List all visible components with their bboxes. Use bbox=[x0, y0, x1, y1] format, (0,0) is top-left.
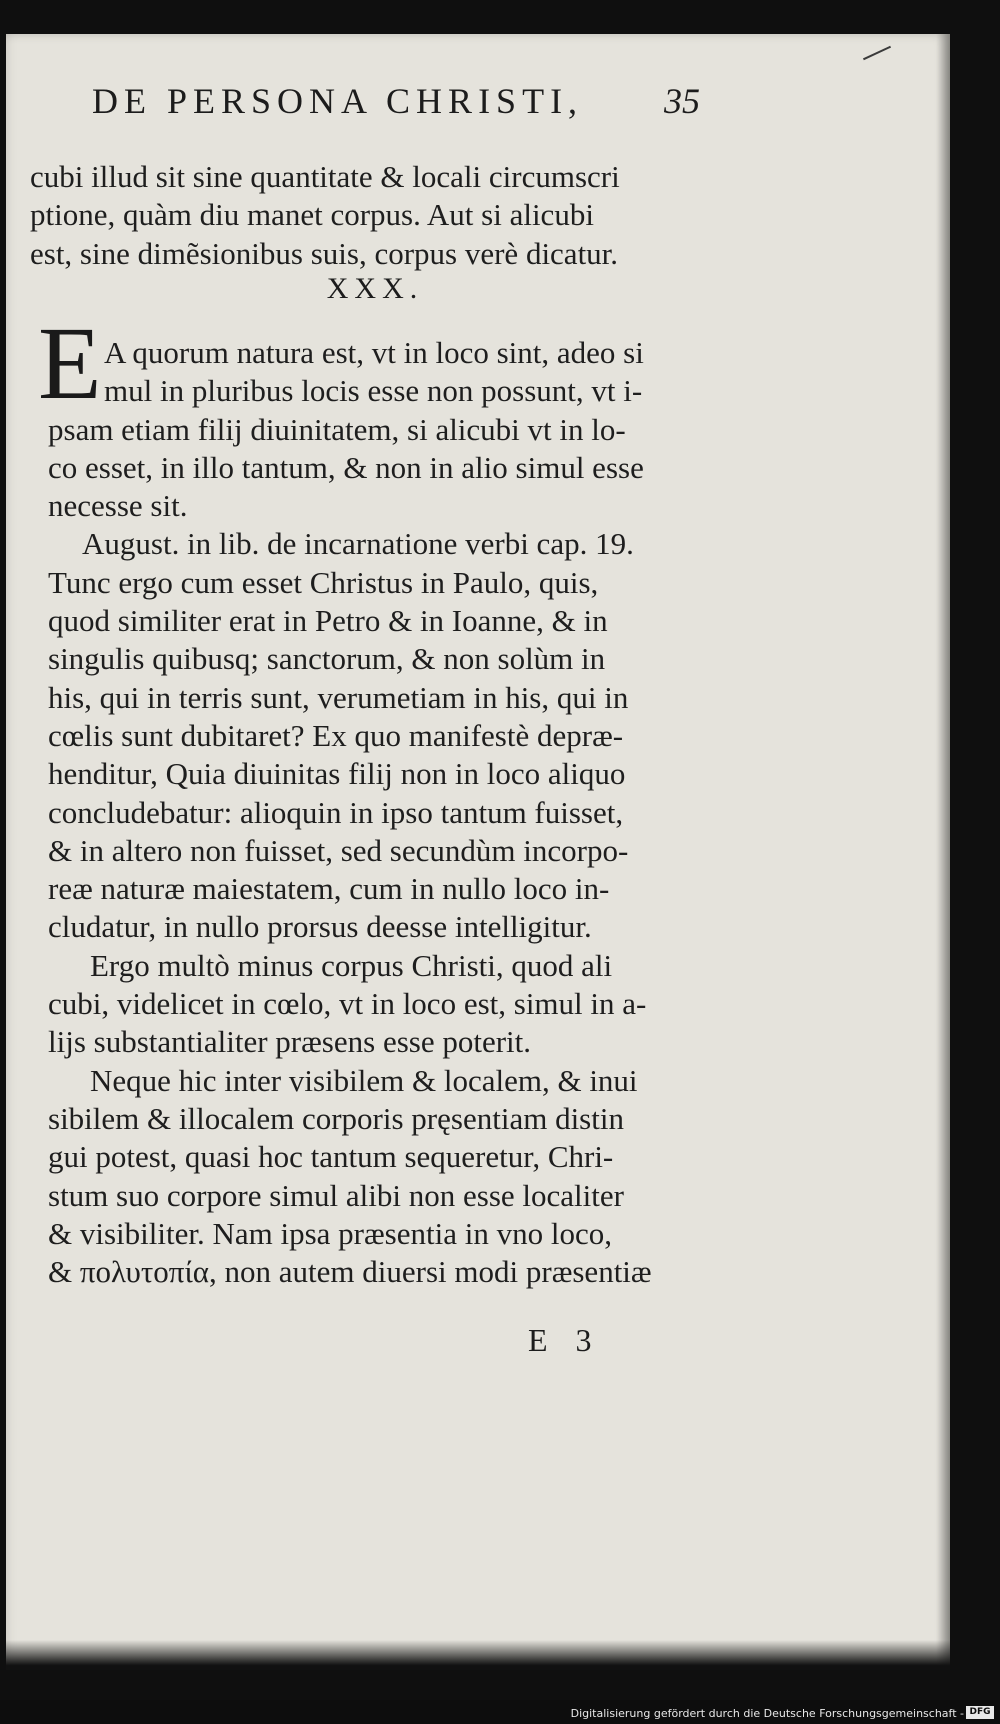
text-line: cœlis sunt dubitaret? Ex quo manifestè depræ- bbox=[48, 717, 624, 753]
top-paragraph bbox=[30, 158, 730, 273]
section-title: XXX. bbox=[326, 272, 424, 305]
text-line: & in altero non fuisset, sed secundùm incorpo- bbox=[48, 832, 629, 868]
text-line: mul in pluribus locis esse non possunt, vt i- bbox=[104, 373, 643, 409]
text-line: henditur, Quia diuinitas filij non in loco aliquo bbox=[48, 756, 626, 792]
text-line: psam etiam filij diuinitatem, si alicubi vt in lo- bbox=[48, 411, 626, 447]
funding-credit: Digitalisierung gefördert durch die Deutsche Forschungsgemeinschaft - bbox=[570, 1707, 964, 1720]
text-line: singulis quibusq; sanctorum, & non solùm in bbox=[48, 641, 606, 677]
running-head: DE PERSONA CHRISTI, bbox=[92, 81, 584, 121]
text-line: & visibiliter. Nam ipsa præsentia in vno loco, bbox=[48, 1215, 612, 1251]
text-line: reæ naturæ maiestatem, cum in nullo loco in- bbox=[48, 871, 610, 907]
text-line: lijs substantialiter præsens esse poterit. bbox=[48, 1024, 532, 1060]
text-line: Neque hic inter visibilem & localem, & inui bbox=[90, 1062, 638, 1098]
signature-mark: E 3 bbox=[528, 1322, 602, 1358]
main-text bbox=[48, 334, 748, 1291]
pencil-mark-icon bbox=[863, 46, 891, 60]
text-line: cludatur, in nullo prorsus deesse intelligitur. bbox=[48, 909, 592, 945]
text-line: stum suo corpore simul alibi non esse localiter bbox=[48, 1177, 624, 1213]
text-line: August. in lib. de incarnatione verbi cap. 19. bbox=[82, 526, 634, 562]
text-line: his, qui in terris sunt, verumetiam in his, qui in bbox=[48, 679, 629, 715]
text-line: est, sine dimẽsionibus suis, corpus verè dicatur. bbox=[30, 235, 619, 271]
text-line: cubi illud sit sine quantitate & locali circumscri bbox=[30, 159, 620, 194]
text-line: Tunc ergo cum esset Christus in Paulo, quis, bbox=[48, 564, 599, 600]
page-number: 35 bbox=[664, 81, 700, 121]
text-line: sibilem & illocalem corporis pręsentiam distin bbox=[48, 1100, 624, 1136]
text-line: Ergo multò minus corpus Christi, quod ali bbox=[90, 947, 613, 983]
drop-cap: E bbox=[38, 306, 102, 421]
text-line: quod similiter erat in Petro & in Ioanne, & in bbox=[48, 603, 608, 639]
text-line: ptione, quàm diu manet corpus. Aut si alicubi bbox=[30, 197, 594, 233]
text-line: co esset, in illo tantum, & non in alio simul esse bbox=[48, 449, 644, 485]
text-line: necesse sit. bbox=[48, 488, 188, 524]
page-edge-shadow bbox=[936, 34, 950, 1670]
text-line: gui potest, quasi hoc tantum sequeretur, Chri- bbox=[48, 1139, 614, 1175]
dfg-logo-icon: DFG bbox=[966, 1706, 994, 1719]
text-line: concludebatur: alioquin in ipso tantum fuisset, bbox=[48, 794, 624, 830]
text-line: A quorum natura est, vt in loco sint, adeo si bbox=[104, 335, 644, 370]
text-line: & πολυτοπία, non autem diuersi modi præsentiæ bbox=[48, 1254, 652, 1290]
text-line: cubi, videlicet in cœlo, vt in loco est, simul in a- bbox=[48, 986, 647, 1022]
page-bottom-edge bbox=[6, 1640, 950, 1670]
